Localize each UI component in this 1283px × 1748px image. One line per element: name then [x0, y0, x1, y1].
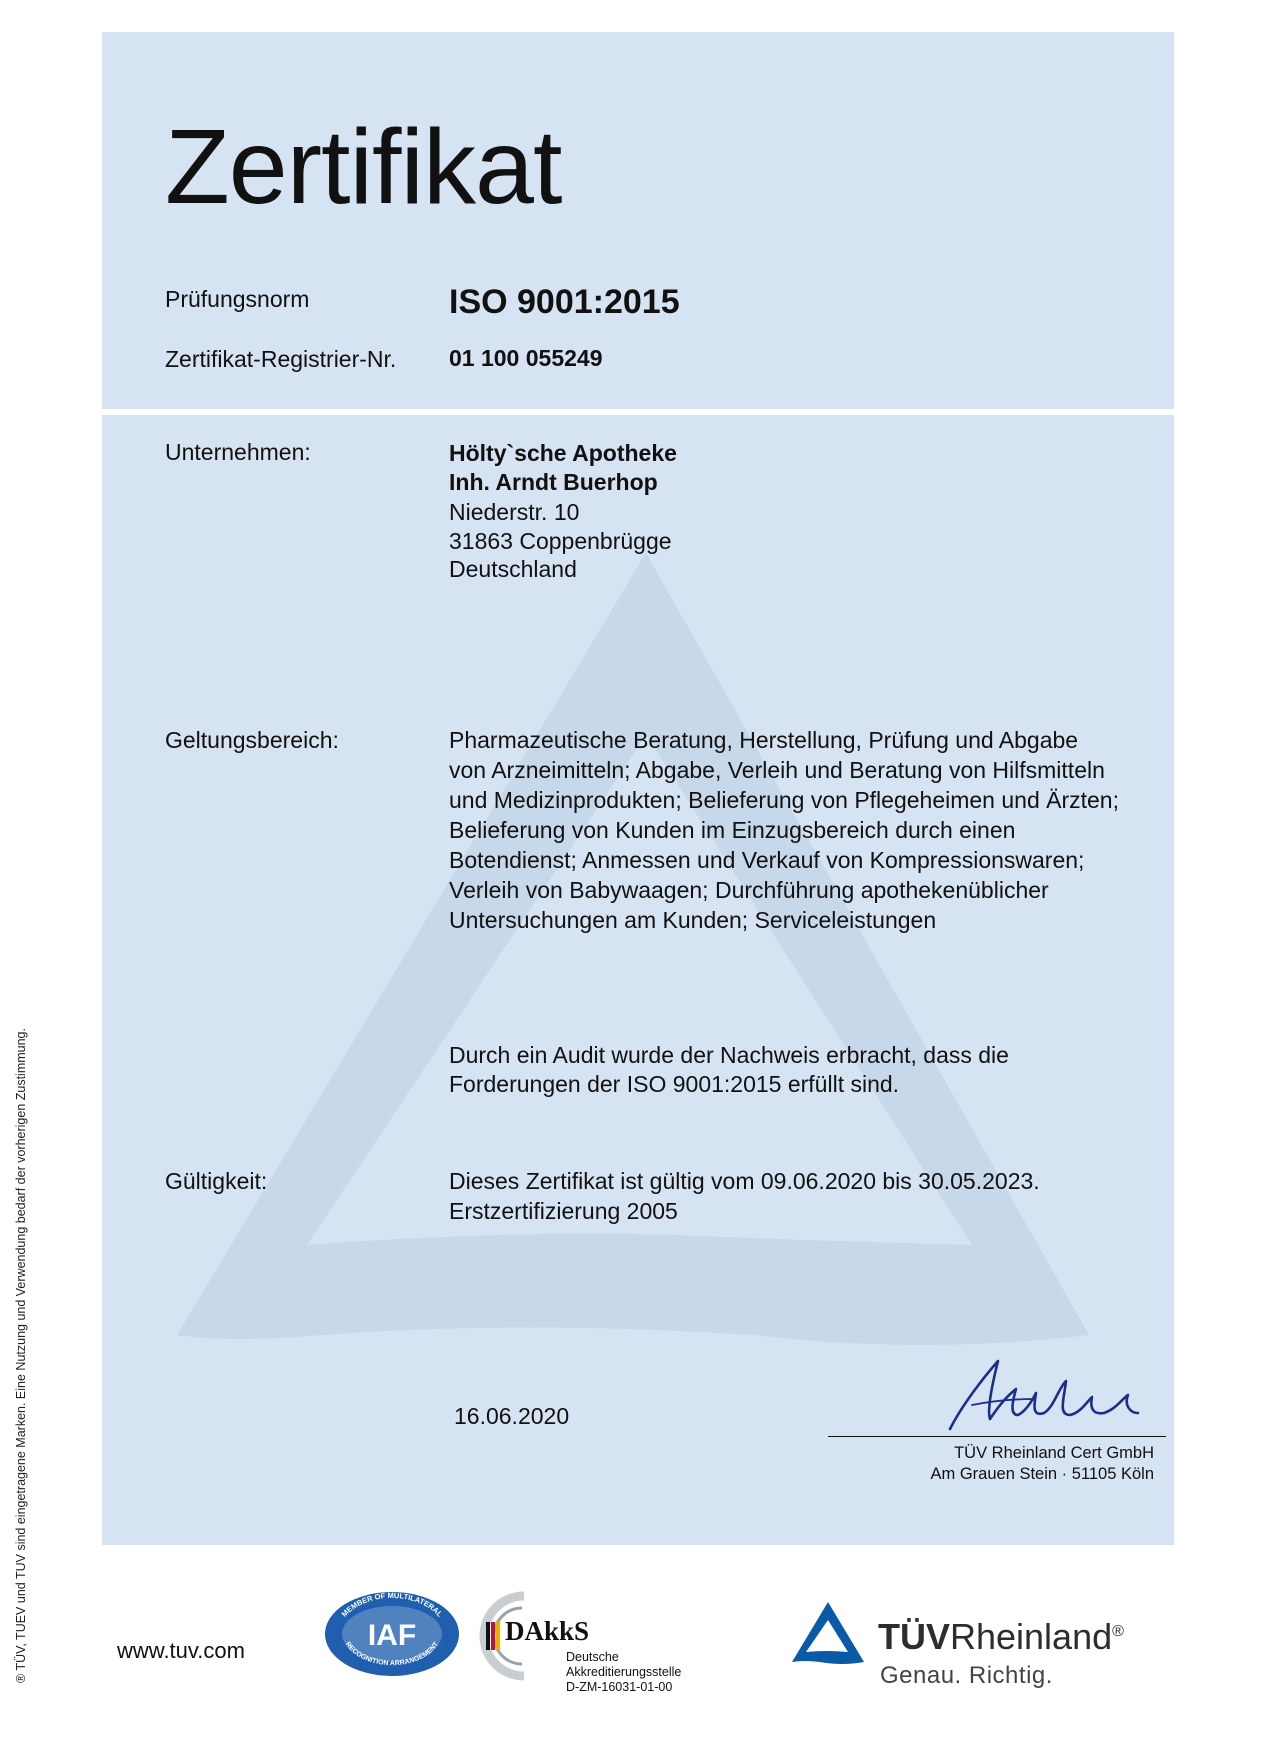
- company-owner: Inh. Arndt Buerhop: [449, 469, 658, 495]
- audit-statement-line1: Durch ein Audit wurde der Nachweis erbracht, dass die: [449, 1042, 1009, 1068]
- issuer-name: TÜV Rheinland Cert GmbH: [954, 1444, 1154, 1462]
- scope-line: Botendienst; Anmessen und Verkauf von Kompressionswaren;: [449, 847, 1085, 873]
- signature: [932, 1355, 1174, 1435]
- company-label: Unternehmen:: [165, 439, 311, 465]
- scope-line: Verleih von Babywaagen; Durchführung apothekenüblicher: [449, 877, 1049, 903]
- dakks-line3: D-ZM-16031-01-00: [566, 1680, 673, 1694]
- registration-label: Zertifikat-Registrier-Nr.: [165, 346, 397, 372]
- trademark-note: ® TÜV, TUEV und TUV sind eingetragene Marken. Eine Nutzung und Verwendung bedarf der vorherigen Zustimmung.: [14, 1028, 28, 1683]
- iaf-acronym: IAF: [367, 1619, 417, 1652]
- certificate-header-panel: [102, 32, 1174, 409]
- audit-statement-line2: Forderungen der ISO 9001:2015 erfüllt sind.: [449, 1071, 900, 1097]
- tuv-tagline: Genau. Richtig.: [880, 1662, 1053, 1689]
- scope-line: von Arzneimitteln; Abgabe, Verleih und Beratung von Hilfsmitteln: [449, 757, 1105, 783]
- svg-text:MEMBER OF MULTILATERAL: MEMBER OF MULTILATERAL: [339, 1590, 445, 1619]
- dakks-line2: Akkreditierungsstelle: [566, 1665, 682, 1679]
- certificate-title: Zertifikat: [165, 108, 562, 226]
- svg-text:RECOGNITION ARRANGEMENT: RECOGNITION ARRANGEMENT: [343, 1640, 441, 1668]
- dakks-text: [566, 1650, 681, 1695]
- signature-line: [828, 1436, 1166, 1437]
- tuv-brand-bold: TÜV: [878, 1616, 950, 1657]
- company-city: 31863 Coppenbrügge: [449, 528, 672, 554]
- company-name: Hölty`sche Apotheke: [449, 440, 677, 466]
- dakks-acronym: DAkkS: [505, 1616, 590, 1646]
- scope-line: Belieferung von Kunden im Einzugsbereich durch einen: [449, 817, 1016, 843]
- scope-line: Pharmazeutische Beratung, Herstellung, Prüfung und Abgabe: [449, 727, 1079, 753]
- scope-label: Geltungsbereich:: [165, 727, 339, 753]
- registration-number: 01 100 055249: [449, 345, 603, 371]
- company-country: Deutschland: [449, 556, 577, 582]
- tuv-brand-regular: Rheinland: [950, 1616, 1113, 1657]
- issue-date: 16.06.2020: [454, 1403, 570, 1429]
- iaf-logo: [323, 1590, 461, 1678]
- validity-label: Gültigkeit:: [165, 1168, 268, 1194]
- scope-line: und Medizinprodukten; Belieferung von Pflegeheimen und Ärzten;: [449, 787, 1119, 813]
- scope-text: [449, 725, 1119, 935]
- tuv-brand: [878, 1616, 1124, 1658]
- tuv-registered-mark: ®: [1112, 1623, 1124, 1640]
- dakks-line1: Deutsche: [566, 1650, 619, 1664]
- issuer-address: Am Grauen Stein · 51105 Köln: [930, 1465, 1154, 1483]
- website-link[interactable]: www.tuv.com: [117, 1638, 245, 1663]
- standard-value: ISO 9001:2015: [449, 283, 680, 321]
- issuer-block: [931, 1443, 1155, 1485]
- standard-label: Prüfungsnorm: [165, 286, 310, 312]
- certificate-body-panel: [102, 415, 1174, 1545]
- tuv-triangle-logo: [790, 1600, 866, 1666]
- scope-line: Untersuchungen am Kunden; Serviceleistungen: [449, 907, 937, 933]
- company-street: Niederstr. 10: [449, 499, 580, 525]
- first-certification: Erstzertifizierung 2005: [449, 1198, 678, 1224]
- validity-period: Dieses Zertifikat ist gültig vom 09.06.2020 bis 30.05.2023.: [449, 1168, 1040, 1194]
